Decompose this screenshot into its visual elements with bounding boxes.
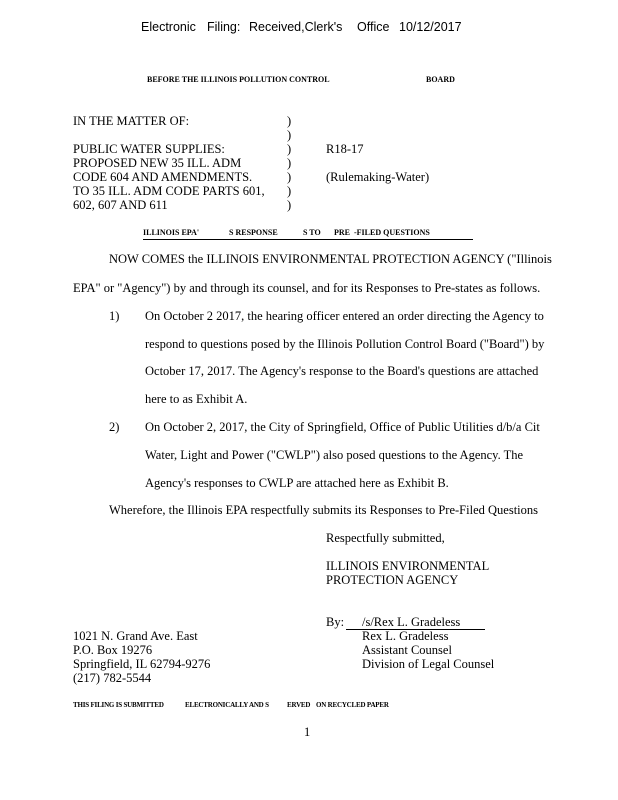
wherefore-paragraph: Wherefore, the Illinois EPA respectfully submits its Responses to Pre-Filed Questions bbox=[109, 503, 539, 517]
caption-line: 602, 607 AND 611 bbox=[73, 198, 168, 212]
signature-line bbox=[346, 615, 485, 630]
item-line: On October 2, 2017, the City of Springfield, Office of Public Utilities d/b/a Cit bbox=[145, 420, 540, 434]
caption-paren: ) bbox=[287, 142, 292, 156]
caption-paren: ) bbox=[287, 156, 292, 170]
signer-name: Rex L. Gradeless bbox=[362, 629, 449, 643]
title-part: ILLINOIS EPA' bbox=[143, 228, 200, 237]
footer-part: THIS FILING IS SUBMITTED bbox=[73, 701, 164, 709]
board-heading-left: BEFORE THE ILLINOIS POLLUTION CONTROL bbox=[147, 75, 330, 84]
address-pobox: P.O. Box 19276 bbox=[73, 643, 153, 657]
item-line: here to as Exhibit A. bbox=[145, 392, 248, 406]
intro-paragraph-line: EPA" or "Agency") by and through its counsel, and for its Responses to Pre-states as follows. bbox=[73, 281, 541, 295]
stamp-electronic: Electronic bbox=[141, 20, 196, 34]
stamp-received: Received,Clerk's bbox=[249, 20, 343, 34]
title-part: S RESPONSE bbox=[229, 228, 278, 237]
docket-number: R18-17 bbox=[326, 142, 364, 156]
address-city: Springfield, IL 62794-9276 bbox=[73, 657, 211, 671]
title-part: S TO bbox=[303, 228, 321, 237]
address-street: 1021 N. Grand Ave. East bbox=[73, 629, 198, 643]
intro-paragraph-line: NOW COMES the ILLINOIS ENVIRONMENTAL PROTECTION AGENCY ("Illinois bbox=[109, 252, 552, 266]
title-part: -FILED QUESTIONS bbox=[354, 228, 430, 237]
item-number: 2) bbox=[109, 420, 120, 434]
footer-part: ELECTRONICALLY AND S bbox=[185, 701, 269, 709]
address-phone: (217) 782-5544 bbox=[73, 671, 152, 685]
footer-part: ERVED bbox=[287, 701, 311, 709]
agency-name: PROTECTION AGENCY bbox=[326, 573, 459, 587]
item-number: 1) bbox=[109, 309, 120, 323]
page-number: 1 bbox=[304, 725, 311, 739]
title-part: PRE bbox=[334, 228, 350, 237]
electronic-signature: /s/Rex L. Gradeless bbox=[362, 615, 461, 629]
item-line: On October 2 2017, the hearing officer entered an order directing the Agency to bbox=[145, 309, 544, 323]
stamp-filing: Filing: bbox=[207, 20, 241, 34]
by-label: By: bbox=[326, 615, 345, 629]
item-line: Water, Light and Power ("CWLP") also posed questions to the Agency. The bbox=[145, 448, 524, 462]
caption-line: CODE 604 AND AMENDMENTS. bbox=[73, 170, 253, 184]
item-line: Agency's responses to CWLP are attached here as Exhibit B. bbox=[145, 476, 449, 490]
caption-line: IN THE MATTER OF: bbox=[73, 114, 190, 128]
signer-title: Assistant Counsel bbox=[362, 643, 452, 657]
caption-line: TO 35 ILL. ADM CODE PARTS 601, bbox=[73, 184, 265, 198]
caption-paren: ) bbox=[287, 170, 292, 184]
item-line: October 17, 2017. The Agency's response to the Board's questions are attached bbox=[145, 364, 539, 378]
caption-paren: ) bbox=[287, 128, 292, 142]
signer-division: Division of Legal Counsel bbox=[362, 657, 495, 671]
board-heading-right: BOARD bbox=[426, 75, 455, 84]
caption-line: PUBLIC WATER SUPPLIES: bbox=[73, 142, 225, 156]
caption-line: PROPOSED NEW 35 ILL. ADM bbox=[73, 156, 242, 170]
caption-paren: ) bbox=[287, 198, 292, 212]
caption-paren: ) bbox=[287, 184, 292, 198]
document-title bbox=[143, 228, 473, 240]
agency-name: ILLINOIS ENVIRONMENTAL bbox=[326, 559, 490, 573]
footer-part: ON RECYCLED PAPER bbox=[316, 701, 389, 709]
closing: Respectfully submitted, bbox=[326, 531, 445, 545]
item-line: respond to questions posed by the Illinois Pollution Control Board ("Board") by bbox=[145, 337, 545, 351]
caption-paren: ) bbox=[287, 114, 292, 128]
stamp-date: 10/12/2017 bbox=[399, 20, 462, 34]
stamp-office: Office bbox=[357, 20, 390, 34]
proceeding-type: (Rulemaking-Water) bbox=[326, 170, 430, 184]
